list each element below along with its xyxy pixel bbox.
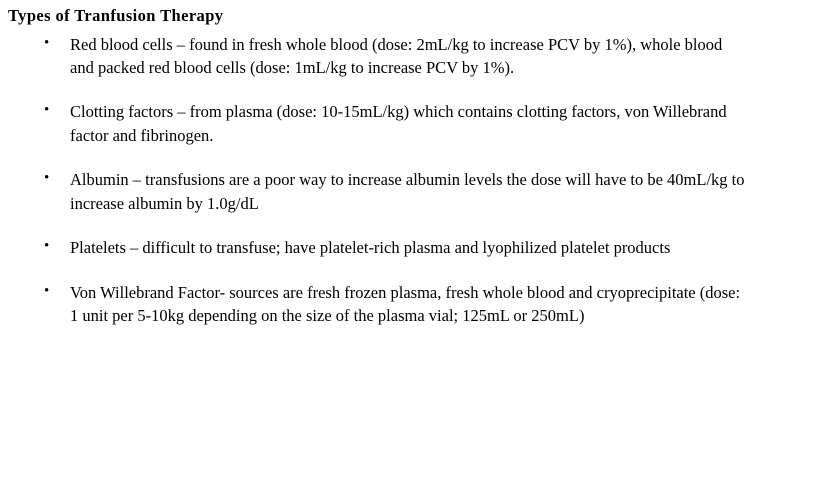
list-item [8, 100, 809, 147]
bullet-icon: • [44, 282, 50, 299]
bullet-icon: • [44, 102, 50, 119]
list-item [8, 33, 809, 80]
page-title: Types of Tranfusion Therapy [8, 6, 224, 25]
bullet-icon: • [44, 170, 50, 187]
bullet-icon: • [44, 238, 50, 255]
list-item-text: Von Willebrand Factor- sources are fresh frozen plasma, fresh whole blood and cryoprecipitate (dose: 1 unit per 5-10kg depending on the size of the plasma vial; 125mL or 250mL) [70, 282, 741, 325]
list-item [8, 236, 809, 259]
list-item-text: Albumin – transfusions are a poor way to increase albumin levels the dose will have to be 40mL/kg to increase albumin by 1.0g/dL [70, 170, 745, 213]
transfusion-therapy-list [8, 33, 809, 328]
list-item [8, 281, 809, 328]
list-item-text: Clotting factors – from plasma (dose: 10-15mL/kg) which contains clotting factors, von Willebrand factor and fibrinogen. [70, 102, 727, 145]
list-item-text: Red blood cells – found in fresh whole blood (dose: 2mL/kg to increase PCV by 1%), whole blood and packed red blood cells (dose: 1mL/kg to increase PCV by 1%). [70, 34, 723, 78]
list-item [8, 168, 809, 215]
list-item-text: Platelets – difficult to transfuse; have platelet-rich plasma and lyophilized platelet products [70, 238, 671, 258]
bullet-icon: • [44, 34, 50, 51]
